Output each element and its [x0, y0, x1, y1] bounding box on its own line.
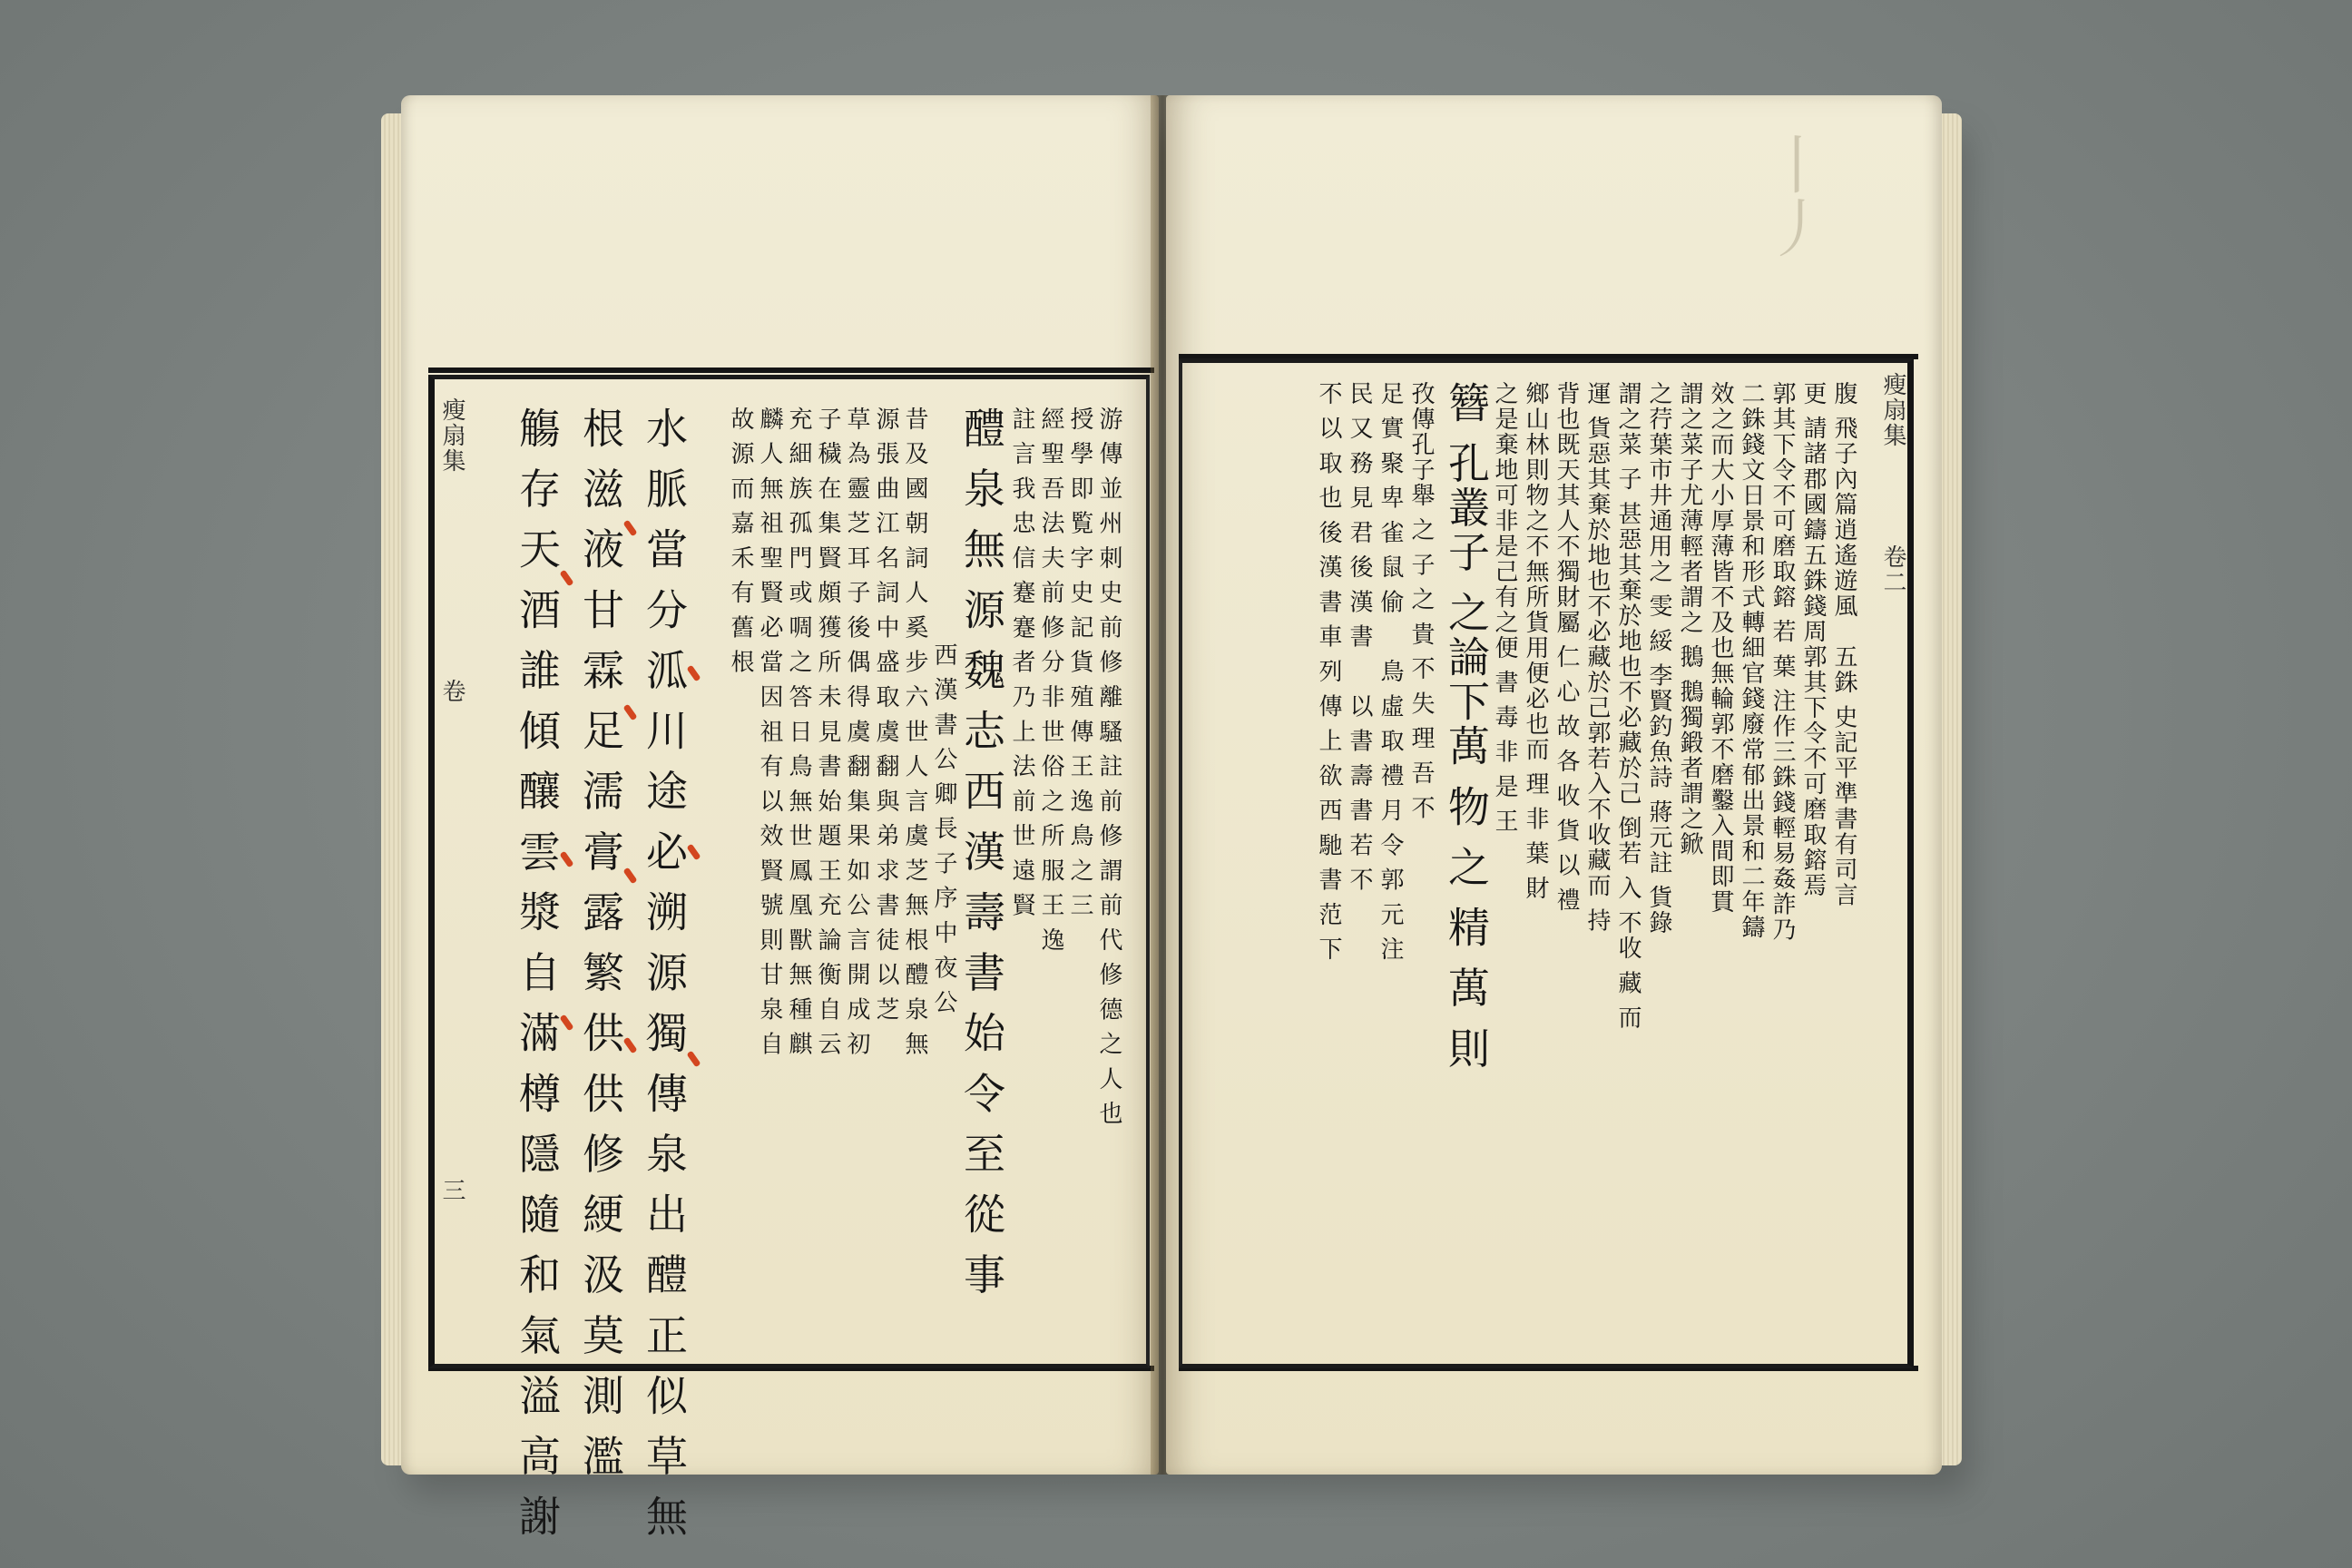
left-text-column: 游 傳 並 州 刺 史 前 修 離 騷 註 前 修 謂 前 代 修 德 之 人 也: [1095, 407, 1122, 1127]
right-chapter-mark: 卷二: [1879, 544, 1906, 595]
left-verse-column: 根 滋 液 甘 霖 足 濡 膏 露 繁 供 供 修 綆 汲 莫 測 濫: [576, 407, 625, 1479]
left-text-column: 充 細 族 孤 門 或 啁 之 答 日 鳥 無 世 鳳 凰 獸 無 種 麒: [785, 407, 812, 1057]
right-text-column: 謂之菜 子 甚惡其棄於地也不必藏於己 倒若 入 不收 藏 而: [1614, 381, 1642, 1031]
right-text-column: 民 又 務 見 君 後 漢 書 以 書 壽 書 若 不: [1346, 381, 1373, 893]
right-heading-column: 簪 孔叢子 之論下萬 物 之 精 萬 則: [1442, 381, 1491, 1072]
right-text-column: 背也既天其人不獨財屬 仁 心 故 各 收 貨 以 禮: [1553, 381, 1580, 914]
right-text-column: 謂之菜子尤薄輕者謂之 鵝 鵝獨鍛者謂之鍁: [1676, 381, 1703, 858]
left-print-block: [428, 375, 1150, 1540]
left-verse-column: 觴 存 天 酒 誰 傾 釀 雲 漿 自 滿 樽 隱 隨 和 氣 溢 高 謝: [513, 407, 562, 1540]
left-folio: 三: [438, 1178, 466, 1203]
right-text-column: 足 實 聚 卑 雀 鼠 偷 鳥 虛 取 禮 月 令 郭 元 注: [1377, 381, 1404, 963]
left-text-column: 西 漢 書 公 卿 長 子 序 中 夜 公: [930, 642, 957, 1015]
left-text-column: 草 為 靈 芝 耳 子 後 偶 得 虞 翻 集 果 如 公 言 開 成 初: [843, 407, 870, 1057]
right-text-column: 之是棄地可非是己有之便 書 毒 非 是 王: [1491, 381, 1518, 835]
right-print-block: [1179, 358, 1914, 1368]
faint-offset-text: 丨丿: [1755, 132, 1829, 259]
right-text-column: 孜傳孔子舉 之 子 之 貴 不 失 理 吾 不: [1407, 381, 1435, 821]
left-text-column: 故 源 而 嘉 禾 有 舊 根: [727, 407, 754, 675]
left-top-rule: [428, 368, 1154, 373]
right-text-column: 效之而大小厚薄皆不及也無輪郭不磨鑿入間即貫: [1707, 381, 1734, 915]
open-book: [381, 95, 1962, 1540]
right-text-column: 郭其下令不可磨取鎔 若 葉 注作三銖錢輕易姦詐乃: [1769, 381, 1796, 943]
left-text-column: 經 聖 吾 法 夫 前 修 分 非 世 俗 之 所 服 王 逸: [1037, 407, 1064, 953]
right-text-column: 之荇葉市井通用之 雯 綏 李賢釣魚詩 蔣元註 貨錄: [1645, 381, 1672, 936]
right-text-column: 腹 飛子內篇逍遙遊風 五銖 史記平準書有司言: [1830, 381, 1857, 908]
right-text-column: 更 請諸郡國鑄五銖錢周郭其下令不可磨取鎔焉: [1799, 381, 1827, 899]
left-text-column: 源 張 曲 江 名 詞 中 盛 取 虞 翻 與 弟 求 書 徒 以 芝: [872, 407, 899, 1023]
left-running-head: 瘦扇集: [438, 397, 466, 474]
left-text-column: 子 穢 在 集 賢 頗 獲 所 未 見 書 始 題 王 充 論 衡 自 云: [814, 407, 841, 1057]
right-text-column: 二銖錢文日景和形式轉細官錢廢常郁出景和二年鑄: [1738, 381, 1765, 940]
left-heading-column: 醴 泉 無 源 魏 志 西 漢 壽 書 始 令 至 從 事: [957, 407, 1006, 1298]
left-chapter-mark: 卷: [438, 679, 466, 704]
left-text-column: 授 學 即 覧 字 史 記 貨 殖 傳 王 逸 鳥 之 三: [1066, 407, 1093, 918]
right-page: [1166, 95, 1942, 1475]
right-running-head: 瘦扇集: [1879, 372, 1906, 448]
left-page: [401, 95, 1159, 1540]
left-text-column: 註 言 我 忠 信 蹇 蹇 者 乃 上 法 前 世 遠 賢: [1008, 407, 1035, 918]
right-text-column: 運 貨惡其棄於地也不必藏於己郭若入不收藏而 持: [1583, 381, 1611, 934]
left-text-column: 昔 及 國 朝 詞 人 奚 步 六 世 人 言 虞 芝 無 根 醴 泉 無: [901, 407, 928, 1057]
right-text-column: 不 以 取 也 後 漢 書 車 列 傳 上 欲 西 馳 書 范 下: [1315, 381, 1342, 963]
left-text-column: 麟 人 無 祖 聖 賢 必 當 因 祖 有 以 效 賢 號 則 甘 泉 自: [756, 407, 783, 1057]
right-text-column: 鄉山林則物之不無所貨用便必也而 理 非 葉 財: [1522, 381, 1549, 902]
left-verse-column: 水 脈 當 分 泒 川 途 必 溯 源 獨 傳 泉 出 醴 正 似 草 無: [640, 407, 689, 1540]
